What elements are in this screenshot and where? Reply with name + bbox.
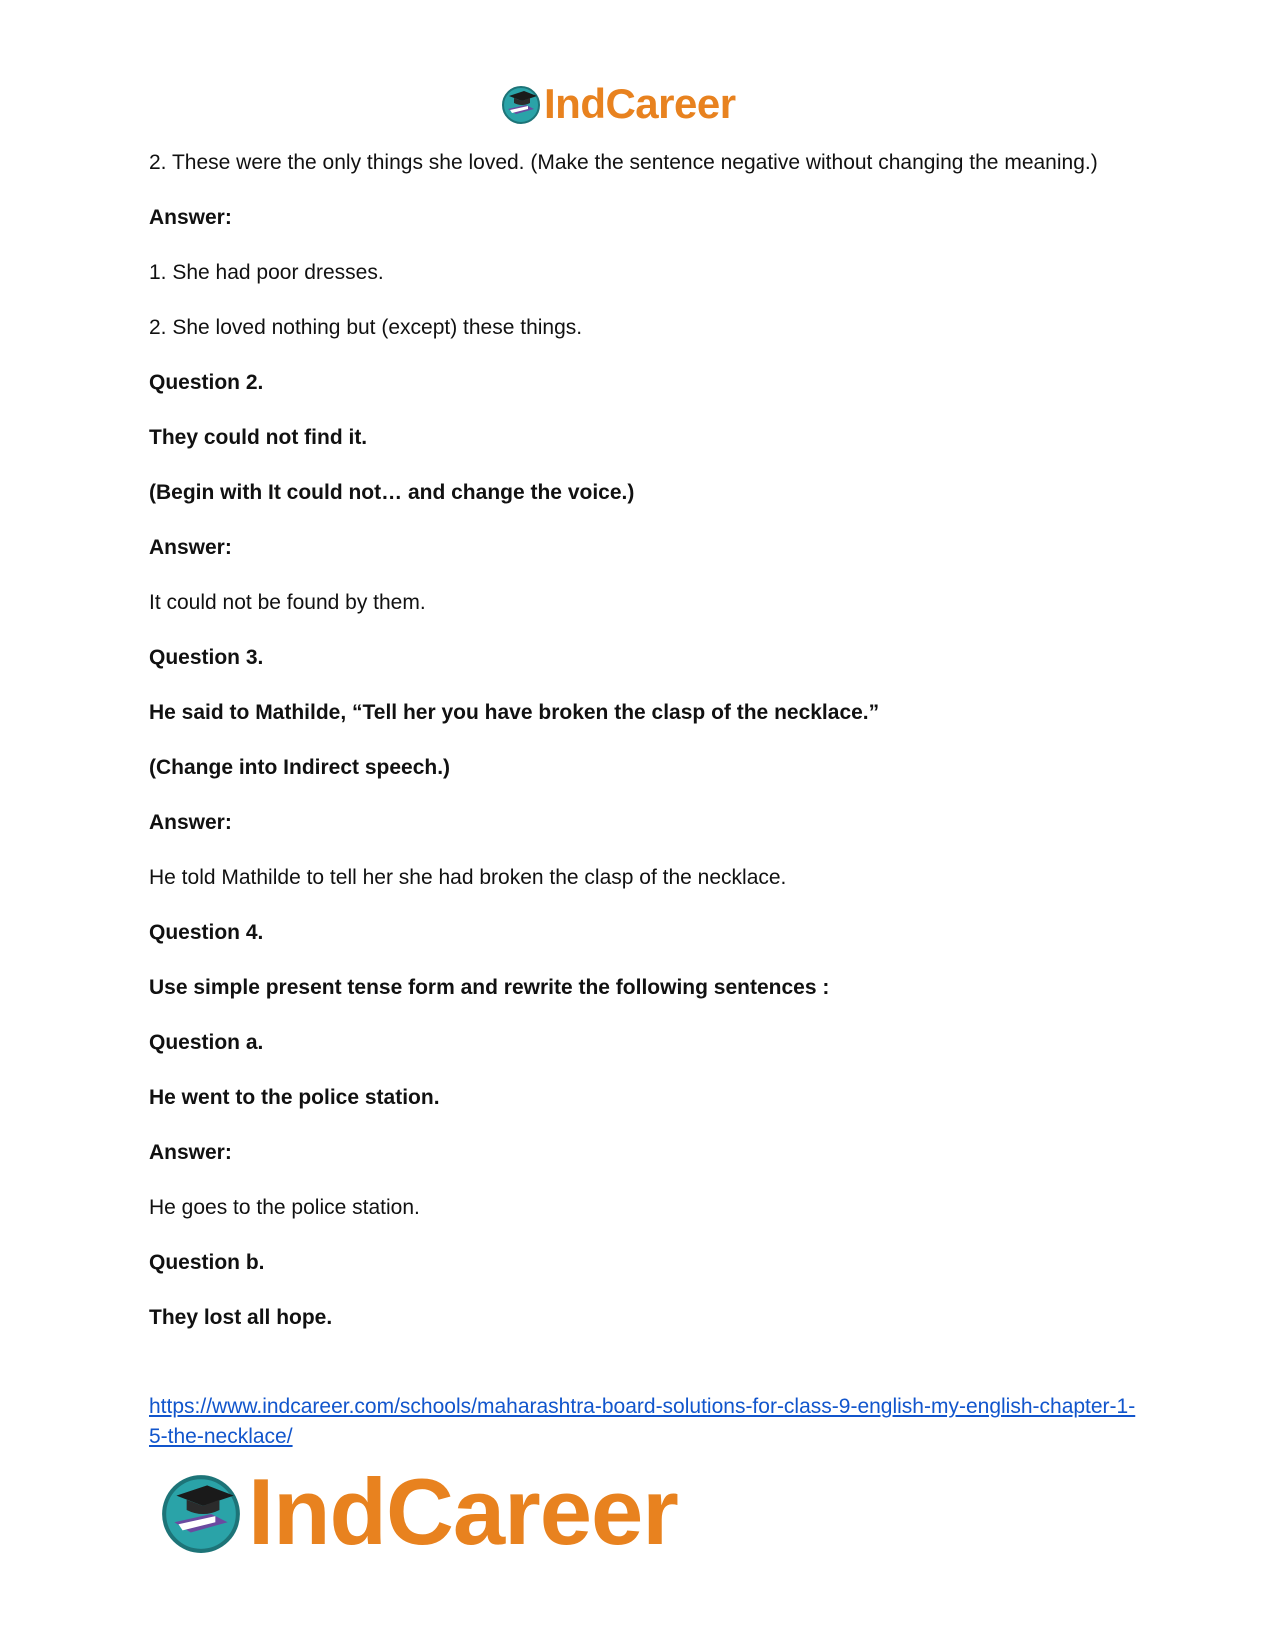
question-3-label: Question 3.	[149, 646, 264, 669]
answer-label: Answer:	[149, 206, 232, 229]
answer-a-text: He goes to the police station.	[149, 1196, 420, 1219]
question-b-sentence: They lost all hope.	[149, 1306, 333, 1329]
question-2-label: Question 2.	[149, 371, 264, 394]
question-1-item-2: 2. These were the only things she loved. (Make the sentence negative without changing the meaning.)	[149, 151, 1098, 174]
footer-logo	[158, 1459, 678, 1564]
source-link[interactable]: https://www.indcareer.com/schools/maharashtra-board-solutions-for-class-9-english-my-english-chapter-1-5-the-necklace/	[149, 1395, 1136, 1448]
question-a-sentence: He went to the police station.	[149, 1086, 440, 1109]
answer-3-text: He told Mathilde to tell her she had broken the clasp of the necklace.	[149, 866, 787, 889]
header-logo	[500, 80, 736, 128]
question-4-instruction: Use simple present tense form and rewrite the following sentences :	[149, 976, 830, 999]
header-logo-text: IndCareer	[544, 80, 736, 127]
graduation-cap-book-globe-icon	[500, 83, 542, 125]
answer-label: Answer:	[149, 811, 232, 834]
answer-1-item-2: 2. She loved nothing but (except) these things.	[149, 316, 583, 339]
question-2-sentence: They could not find it.	[149, 426, 368, 449]
question-b-label: Question b.	[149, 1251, 265, 1274]
answer-label: Answer:	[149, 1141, 232, 1164]
graduation-cap-book-globe-icon	[158, 1469, 244, 1555]
question-3-sentence: He said to Mathilde, “Tell her you have broken the clasp of the necklace.”	[149, 701, 880, 724]
answer-1-item-1: 1. She had poor dresses.	[149, 261, 384, 284]
footer-logo-text: IndCareer	[248, 1459, 678, 1564]
question-2-instruction: (Begin with It could not… and change the voice.)	[149, 481, 635, 504]
document-body	[149, 148, 1129, 1358]
question-4-label: Question 4.	[149, 921, 264, 944]
answer-label: Answer:	[149, 536, 232, 559]
question-3-instruction: (Change into Indirect speech.)	[149, 756, 451, 779]
answer-2-text: It could not be found by them.	[149, 591, 426, 614]
question-a-label: Question a.	[149, 1031, 264, 1054]
